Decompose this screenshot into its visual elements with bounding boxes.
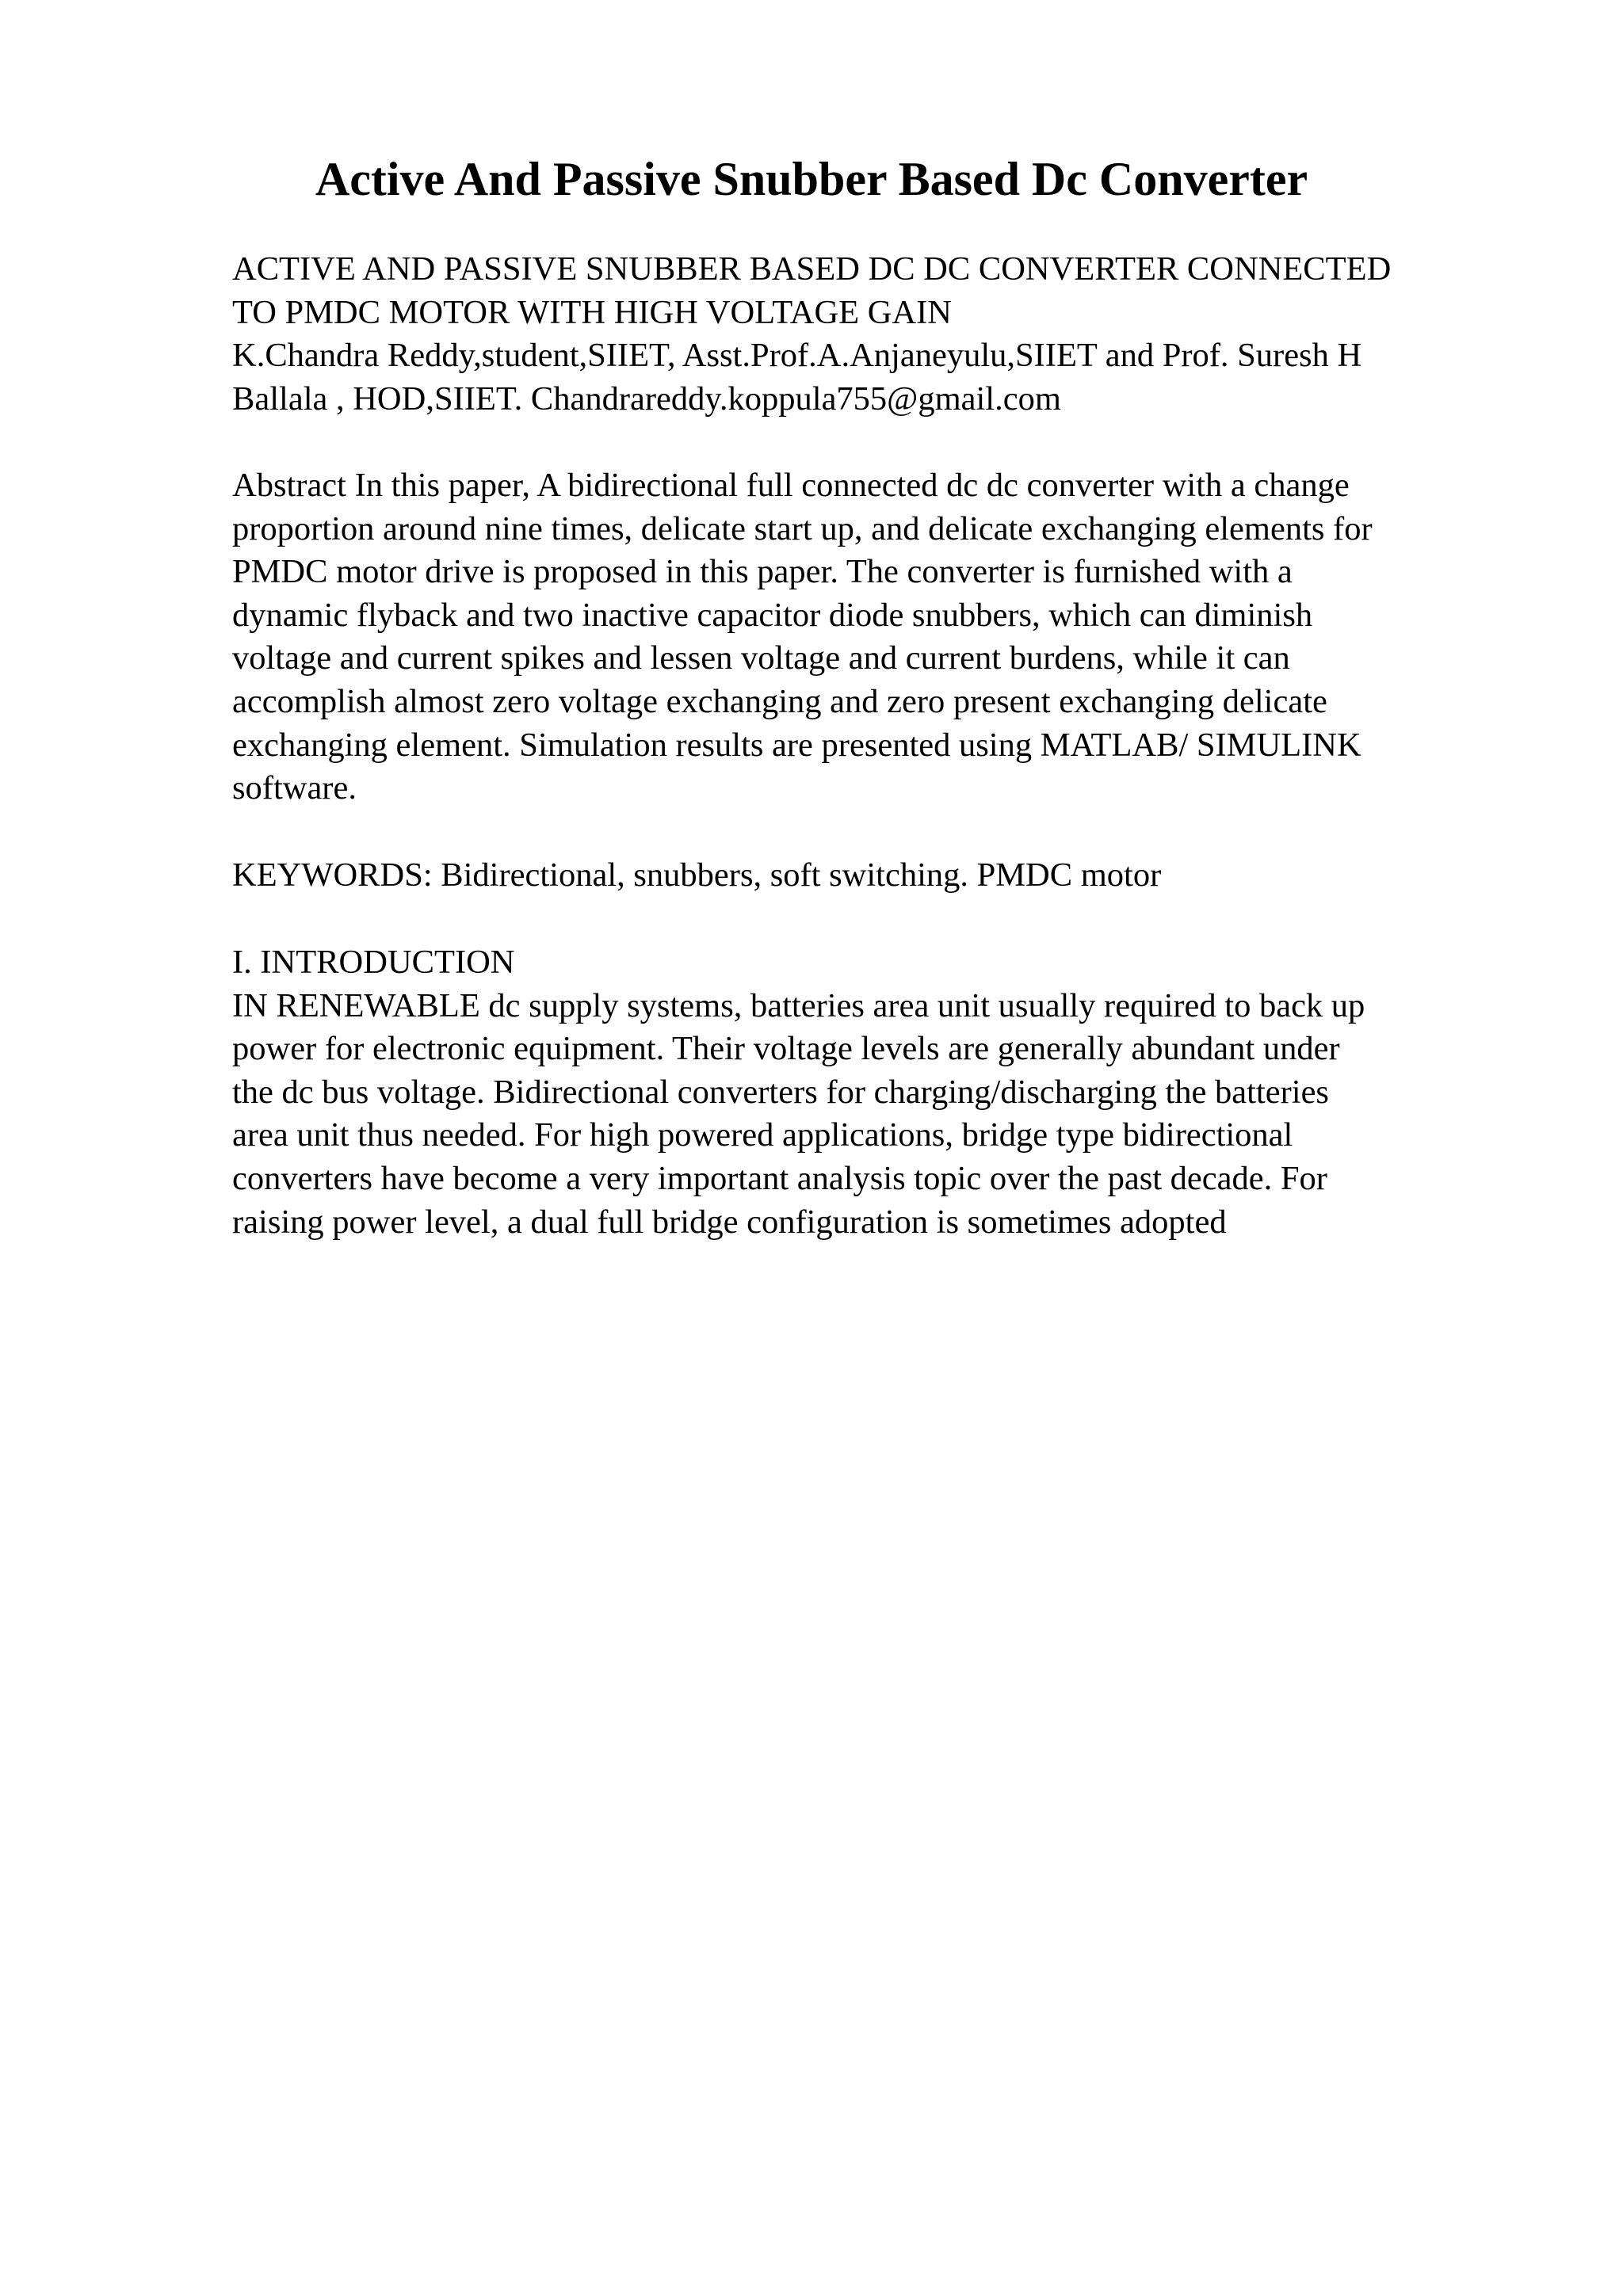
keywords-paragraph <box>232 854 1516 898</box>
intro-line: area unit thus needed. For high powered applications, bridge type bidirectional <box>232 1116 1293 1154</box>
abstract-line: software. <box>232 769 357 807</box>
intro-line: the dc bus voltage. Bidirectional converters for charging/discharging the batteries <box>232 1073 1329 1111</box>
affiliation-email-line: Ballala , HOD,SIIET. Chandrareddy.koppula755@gmail.com <box>232 379 1061 418</box>
introduction-section <box>232 941 1516 1244</box>
abstract-paragraph <box>232 464 1516 810</box>
abstract-line: Abstract In this paper, A bidirectional full connected dc dc converter with a change <box>232 467 1350 504</box>
paper-title: Active And Passive Snubber Based Dc Converter <box>315 153 1308 205</box>
intro-line: raising power level, a dual full bridge configuration is sometimes adopted <box>232 1203 1227 1241</box>
subtitle-line: ACTIVE AND PASSIVE SNUBBER BASED DC DC CONVERTER CONNECTED <box>232 250 1392 288</box>
paper-header <box>232 248 1516 421</box>
abstract-line: accomplish almost zero voltage exchanging and zero present exchanging delicate <box>232 682 1327 720</box>
abstract-line: PMDC motor drive is proposed in this paper. The converter is furnished with a <box>232 553 1293 591</box>
abstract-line: exchanging element. Simulation results are presented using MATLAB/ SIMULINK <box>232 726 1361 764</box>
subtitle-line: TO PMDC MOTOR WITH HIGH VOLTAGE GAIN <box>232 293 953 331</box>
intro-line: converters have become a very important analysis topic over the past decade. For <box>232 1159 1327 1197</box>
abstract-line: proportion around nine times, delicate start up, and delicate exchanging elements for <box>232 509 1373 547</box>
authors-line: K.Chandra Reddy,student,SIIET, Asst.Prof.A.Anjaneyulu,SIIET and Prof. Suresh H <box>232 337 1362 375</box>
abstract-line: voltage and current spikes and lessen voltage and current burdens, while it can <box>232 639 1290 677</box>
intro-line: IN RENEWABLE dc supply systems, batteries area unit usually required to back up <box>232 986 1365 1024</box>
section-heading: I. INTRODUCTION <box>232 944 515 981</box>
abstract-line: dynamic flyback and two inactive capacitor diode snubbers, which can diminish <box>232 596 1313 634</box>
keywords-line: KEYWORDS: Bidirectional, snubbers, soft switching. PMDC motor <box>232 856 1162 894</box>
intro-line: power for electronic equipment. Their voltage levels are generally abundant under <box>232 1030 1340 1068</box>
